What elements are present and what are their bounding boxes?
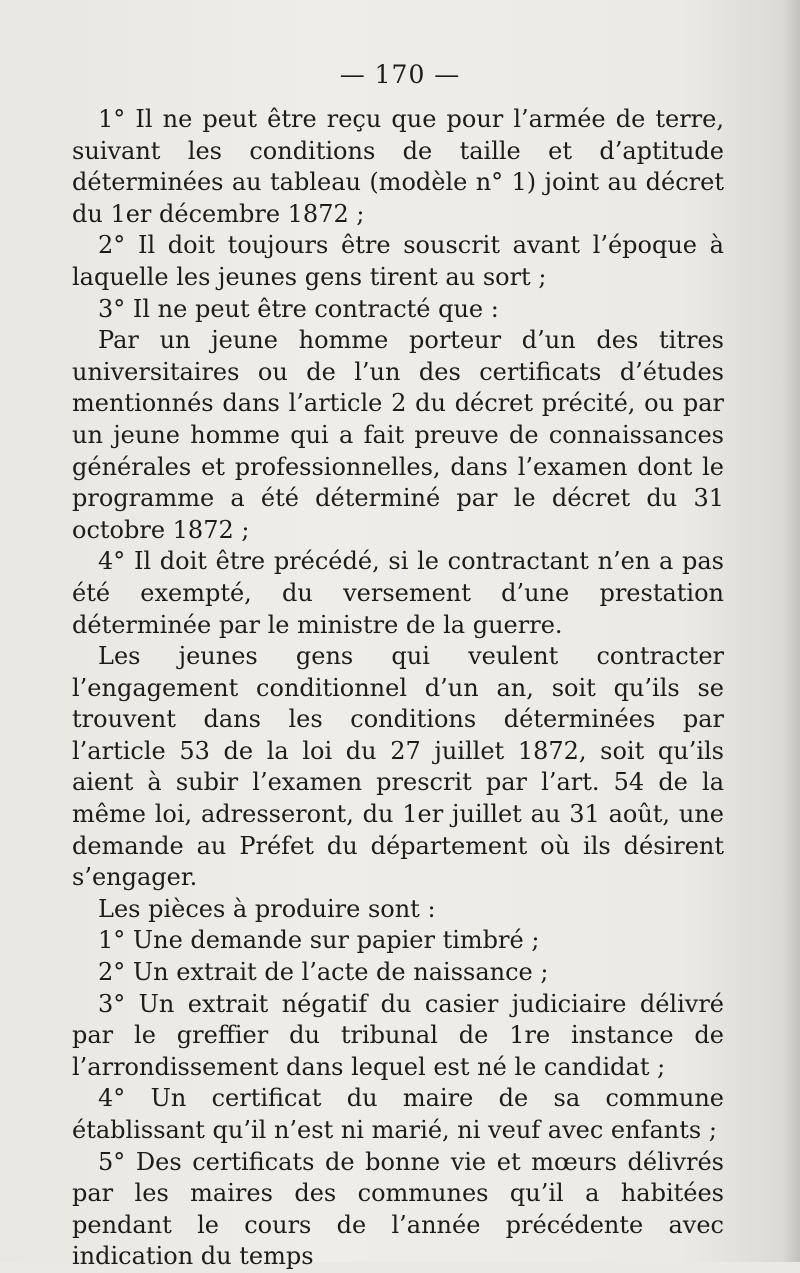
paragraph-12: 5° Des certificats de bonne vie et mœurs délivrés par les maires des communes qu’il a habitées pendant le cours de l’année précédente avec indication du temps [72, 1147, 724, 1271]
page-number: — 170 — [339, 60, 461, 89]
paragraph-10: 3° Un extrait négatif du casier judiciaire délivré par le greffier du tribunal de 1re instance de l’arrondissement dans lequel est né le candidat ; [72, 989, 724, 1081]
paragraph-3: 3° Il ne peut être contracté que : [98, 294, 499, 323]
paragraph-7: Les pièces à produire sont : [98, 894, 436, 923]
page-edge-shadow [782, 0, 800, 1262]
paragraph-1: 1° Il ne peut être reçu que pour l’armée de terre, suivant les conditions de taille et d’aptitude déterminées au tableau (modèle n° 1) joint au décret du 1er décembre 1872 ; [72, 105, 724, 228]
paragraph-2: 2° Il doit toujours être souscrit avant l’époque à laquelle les jeunes gens tirent au sort ; [72, 231, 724, 291]
paragraph-9: 2° Un extrait de l’acte de naissance ; [98, 958, 549, 987]
paragraph-4: Par un jeune homme porteur d’un des titres universitaires ou de l’un des certificats d’études mentionnés dans l’article 2 du décret précité, ou par un jeune homme qui a fait preuve de connaissances générales et professionnelles, dans l’examen dont le programme a été déterminé par le décret du 31 octobre 1872 ; [72, 326, 724, 544]
body-text [72, 104, 724, 1273]
paragraph-6: Les jeunes gens qui veulent contracter l’engagement conditionnel d’un an, soit qu’ils se trouvent dans les conditions déterminées par l’article 53 de la loi du 27 juillet 1872, soit qu’ils aient à subir l’examen prescrit par l’art. 54 de la même loi, adresseront, du 1er juillet au 31 août, une demande au Préfet du département où ils désirent s’engager. [72, 642, 724, 892]
paragraph-5: 4° Il doit être précédé, si le contractant n’en a pas été exempté, du versement d’une prestation déterminée par le ministre de la guerre. [72, 547, 724, 639]
paragraph-8: 1° Une demande sur papier timbré ; [98, 926, 540, 955]
paragraph-11: 4° Un certificat du maire de sa commune établissant qu’il n’est ni marié, ni veuf avec enfants ; [72, 1084, 724, 1144]
